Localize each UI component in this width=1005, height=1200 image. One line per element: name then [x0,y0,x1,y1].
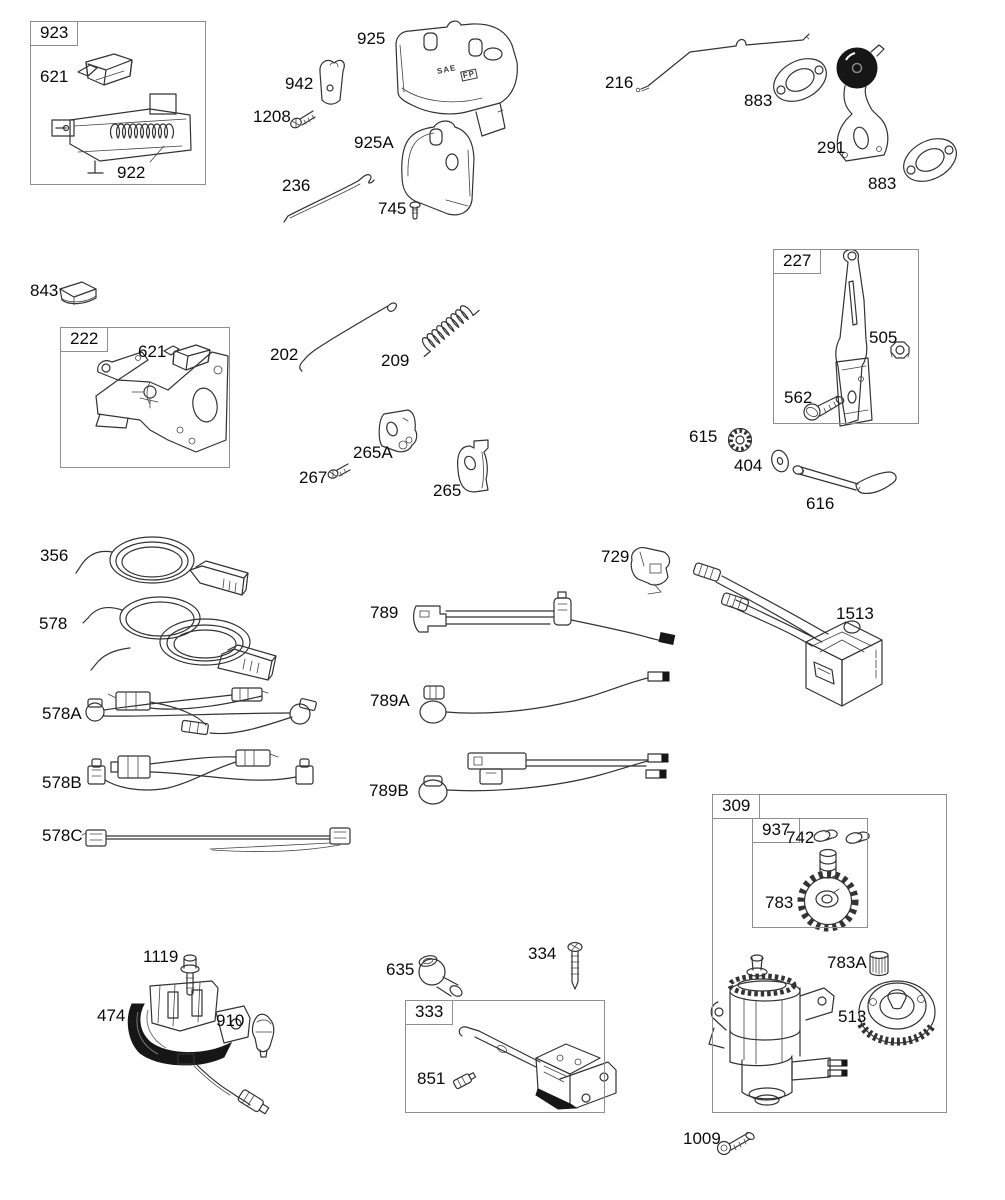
part-729-clip-drawing [631,548,669,594]
part-label-925a: 925A [354,133,394,152]
part-209-spring-drawing [415,299,479,356]
part-615-washer-drawing [729,429,752,452]
part-label-635: 635 [386,960,415,979]
part-label-1208: 1208 [253,107,291,126]
part-label-616: 616 [806,494,835,513]
part-label-267: 267 [299,468,328,487]
part-label-621: 621 [138,342,167,361]
part-label-1119: 1119 [143,947,179,966]
part-label-334: 334 [528,944,557,963]
part-578C-harness-drawing [82,828,350,852]
part-label-925: 925 [357,29,386,48]
group-box-923 [30,21,206,185]
part-910-boot-drawing [252,1014,273,1057]
group-box-label-309: 309 [712,794,760,819]
part-label-883: 883 [868,174,897,193]
part-404-washer-drawing [769,448,791,474]
part-942-bracket-drawing [320,60,344,104]
part-label-789a: 789A [370,691,410,710]
part-label-789: 789 [370,603,399,622]
part-label-356: 356 [40,546,69,565]
part-label-505: 505 [869,328,898,347]
part-334-screw-drawing [568,943,582,990]
part-label-745: 745 [378,199,407,218]
part-616-crank-drawing [792,465,896,494]
part-label-291: 291 [817,138,846,157]
part-label-265a: 265A [353,443,393,462]
group-box-label-923: 923 [30,21,78,46]
part-label-474: 474 [97,1006,126,1025]
part-label-578: 578 [39,614,68,633]
part-789-harness-drawing [414,592,675,644]
part-1208-screw-drawing [289,111,315,130]
group-box-333 [405,1000,605,1113]
group-box-label-227: 227 [773,249,821,274]
part-label-843: 843 [30,281,59,300]
part-label-236: 236 [282,176,311,195]
part-635-elbow-drawing [418,954,464,998]
part-label-513: 513 [838,1007,867,1026]
part-label-783: 783 [765,893,794,912]
part-label-1513: 1513 [836,604,874,623]
part-578-wire-drawing [83,597,276,680]
part-label-404: 404 [734,456,763,475]
part-label-910: 910 [216,1011,245,1030]
part-label-621: 621 [40,67,69,86]
part-label-615: 615 [689,427,718,446]
part-578B-harness-drawing [88,750,313,790]
part-label-578c: 578C [42,826,83,845]
part-1513-module-drawing [693,562,882,706]
part-843-pad-drawing [60,282,96,305]
part-label-789b: 789B [369,781,409,800]
group-box-label-937: 937 [752,818,800,843]
part-label-sae: SAE [436,63,458,76]
group-box-label-222: 222 [60,327,108,352]
part-label-883: 883 [744,91,773,110]
part-label-562: 562 [784,388,813,407]
part-label-729: 729 [601,547,630,566]
part-label-216: 216 [605,73,634,92]
part-label-202: 202 [270,345,299,364]
part-label-578a: 578A [42,704,82,723]
part-883-gasket-top-drawing [766,50,833,110]
part-216-rod-drawing [636,34,809,92]
part-578A-harness-drawing [86,688,317,735]
group-box-label-333: 333 [405,1000,453,1025]
part-1009-bolt-drawing [718,1131,756,1154]
part-label-922: 922 [117,163,146,182]
part-label-1009: 1009 [683,1129,721,1148]
part-label-742: 742 [786,828,815,847]
part-789A-harness-drawing [420,672,669,723]
part-label-209: 209 [381,351,410,370]
part-label-265: 265 [433,481,462,500]
part-745-bolt-drawing [410,202,420,219]
part-1119-bolt-drawing [181,955,199,995]
part-925-cover-drawing [396,21,517,136]
part-474-ignition-coil-drawing [128,981,270,1116]
part-789B-harness-drawing [419,753,668,804]
part-883-gasket-bottom-drawing [896,130,963,190]
part-label-783a: 783A [827,953,867,972]
part-356-wire-drawing [76,537,248,595]
part-label-fp: FP [460,68,478,81]
part-925A-cover-drawing [402,121,474,215]
part-label-851: 851 [417,1069,446,1088]
part-267-screw-drawing [327,464,350,479]
part-label-942: 942 [285,74,314,93]
part-265-bracket-drawing [458,440,488,492]
part-label-578b: 578B [42,773,82,792]
